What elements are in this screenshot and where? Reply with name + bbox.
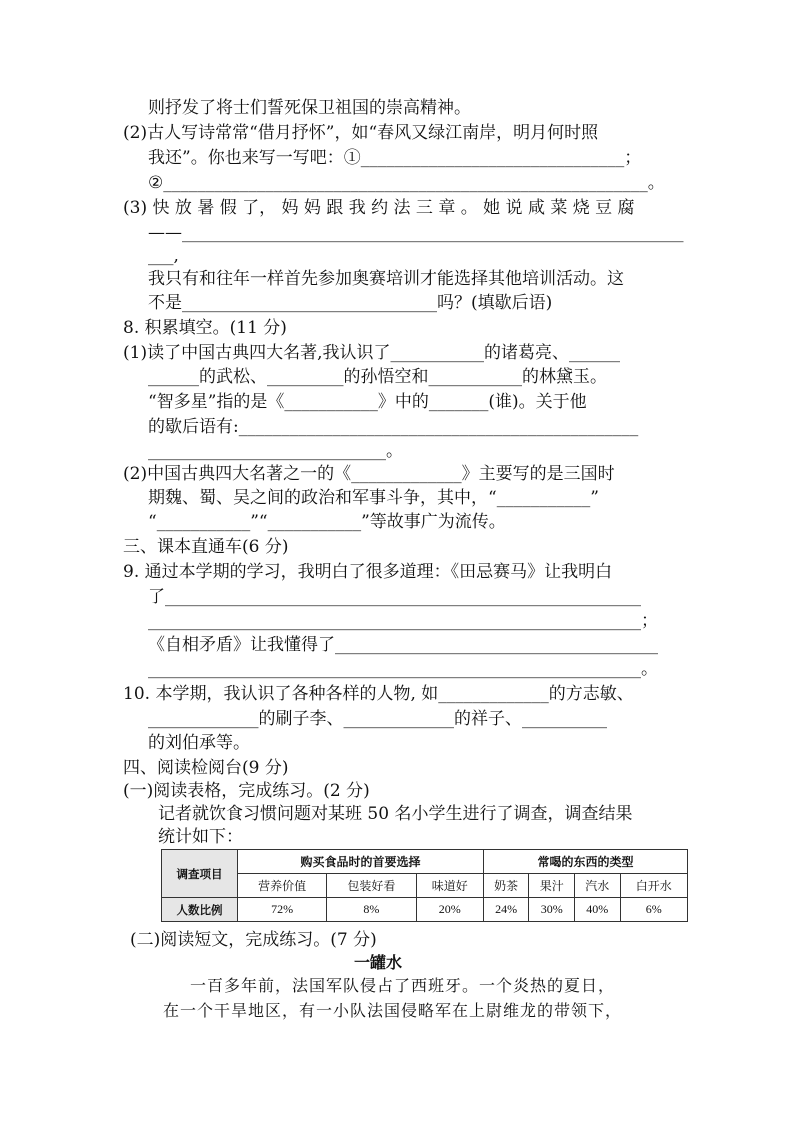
table-column-header: 果汁 <box>529 874 575 898</box>
answer-blank-line: ②_________________________________________________________。 <box>148 173 665 193</box>
table-cell: 30% <box>529 898 575 922</box>
question-8-2: (2)中国古典四大名著之一的《_____________》主要写的是三国时 <box>123 464 615 484</box>
question-8-1: (1)读了中国古典四大名著,我认识了___________的诸葛亮、______ <box>123 343 620 363</box>
question-10: 10. 本学期，我认识了各种各样的人物, 如_____________的方志敏、 <box>123 684 634 704</box>
story-paragraph: 一百多年前，法国军队侵占了西班牙。一个炎热的夏日， <box>190 976 616 995</box>
table-cell: 40% <box>575 898 621 922</box>
section-8-heading: 8. 积累填空。(11 分) <box>123 318 287 338</box>
text-line: 不是______________________________吗？(填歇后语) <box>148 293 553 313</box>
table-cell: 24% <box>483 898 529 922</box>
table-cell: 6% <box>620 898 687 922</box>
text-line: 的刘伯承等。 <box>148 733 250 753</box>
text-line: 我只有和往年一样首先参加奥赛培训才能选择其他培训活动。这 <box>148 269 624 289</box>
table-column-header: 奶茶 <box>483 874 529 898</box>
answer-blank-line: ——___________________________________________________________ <box>148 223 684 243</box>
section-4-heading: 四、阅读检阅台(9 分) <box>123 758 289 778</box>
table-header-cell: 人数比例 <box>162 898 238 922</box>
survey-table <box>161 849 688 922</box>
reading-part-2-heading: (二)阅读短文，完成练习。(7 分) <box>130 930 377 950</box>
table-column-header: 味道好 <box>416 874 483 898</box>
text-line: 统计如下： <box>158 827 243 847</box>
story-title: 一罐水 <box>354 953 403 972</box>
text-line: _____________的刷子李、_____________的祥子、__________ <box>148 709 607 729</box>
text-line: 记者就饮食习惯问题对某班 50 名小学生进行了调查，调查结果 <box>158 804 633 824</box>
answer-blank-line: __________________________________________________________。 <box>148 659 658 679</box>
table-cell: 20% <box>416 898 483 922</box>
text-line: 《自相矛盾》让我懂得了______________________________________ <box>148 635 658 655</box>
text-line: “___________”“___________”等故事广为流传。 <box>148 512 506 532</box>
table-cell: 72% <box>238 898 327 922</box>
table-group-header: 购买食品时的首要选择 <box>238 850 484 874</box>
answer-blank-line: __________________________________________________________； <box>148 611 658 631</box>
text-line: 期魏、蜀、吴之间的政治和军事斗争，其中，“___________” <box>148 488 599 508</box>
question-2: (2)古人写诗常常“借月抒怀”，如“春风又绿江南岸，明月何时照 <box>123 123 599 143</box>
table-header-cell: 调查项目 <box>162 850 238 898</box>
answer-blank-line: ___, <box>148 246 179 266</box>
table-column-header: 包装好看 <box>327 874 416 898</box>
table-cell: 8% <box>327 898 416 922</box>
question-3: (3) 快 放 暑 假 了， 妈 妈 跟 我 约 法 三 章 。 她 说 咸 菜 烧 豆 腐 <box>123 198 635 218</box>
question-9: 9. 通过本学期的学习，我明白了很多道理：《田忌赛马》让我明白 <box>123 562 613 582</box>
table-column-header: 白开水 <box>620 874 687 898</box>
table-column-header: 营养价值 <box>238 874 327 898</box>
story-paragraph: 在一个干旱地区，有一小队法国侵略军在上尉维龙的带领下， <box>163 1001 623 1020</box>
answer-blank-line: ____________________________。 <box>148 441 403 461</box>
text-line: “智多星”指的是《___________》中的_______(谁)。关于他 <box>148 392 587 412</box>
reading-part-1-heading: (一)阅读表格，完成练习。(2 分) <box>123 781 370 801</box>
answer-blank-line: 我还”。你也来写一写吧：①_______________________________； <box>148 148 642 168</box>
section-3-heading: 三、课本直通车(6 分) <box>123 537 289 557</box>
text-line: ______的武松、_________的孙悟空和___________的林黛玉。 <box>148 367 607 387</box>
table-group-header: 常喝的东西的类型 <box>483 850 687 874</box>
answer-blank-line: 了________________________________________________________ <box>148 587 641 607</box>
text-line: 则抒发了将士们誓死保卫祖国的崇高精神。 <box>148 98 471 118</box>
table-column-header: 汽水 <box>575 874 621 898</box>
text-line: 的歇后语有:_______________________________________________ <box>148 417 639 437</box>
